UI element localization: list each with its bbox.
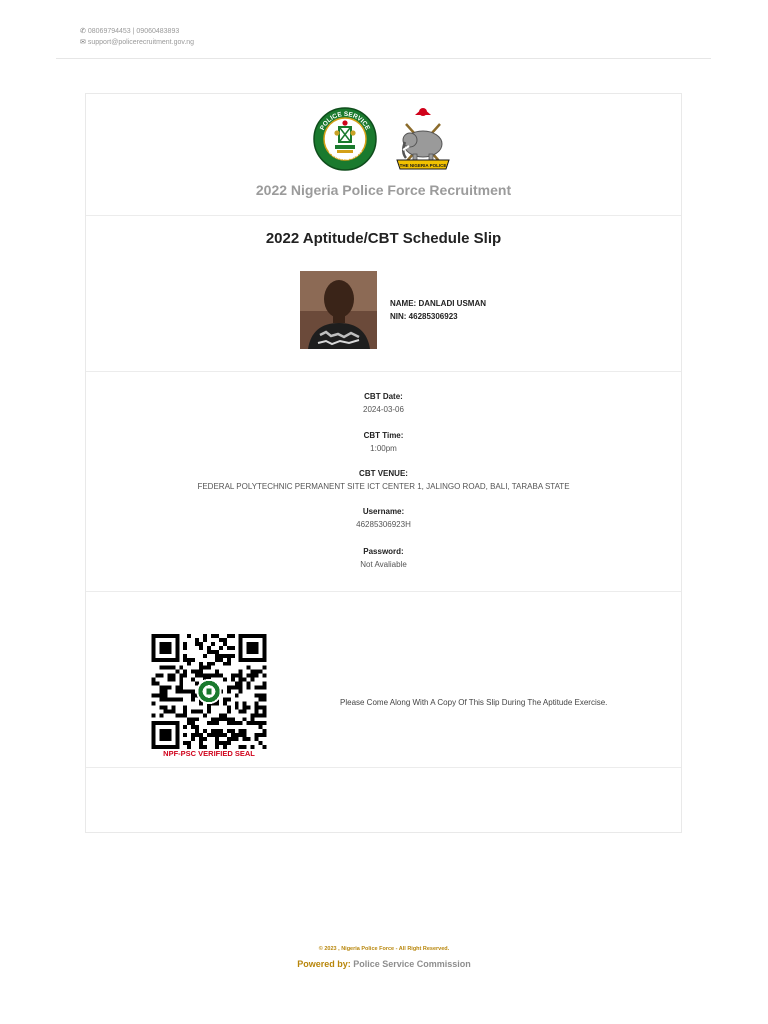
cbt-date-value: 2024-03-06	[363, 405, 404, 414]
powered-by-org[interactable]: Police Service Commission	[353, 959, 471, 969]
password-block	[86, 547, 681, 569]
cbt-venue-value: FEDERAL POLYTECHNIC PERMANENT SITE ICT CENTER 1, JALINGO ROAD, BALI, TARABA STATE	[197, 482, 570, 491]
cbt-venue-block	[86, 469, 681, 491]
logos	[313, 102, 458, 174]
candidate-name: NAME: DANLADI USMAN	[390, 299, 486, 308]
phone-numbers: 08069794453 | 09060483893	[87, 28, 180, 35]
phone-contact	[80, 27, 179, 37]
page-title: 2022 Nigeria Police Force Recruitment	[255, 182, 512, 198]
schedule-slip-card	[85, 93, 682, 833]
empty-footer-section	[86, 768, 681, 832]
email-contact[interactable]	[80, 38, 194, 48]
qr-code	[150, 634, 268, 749]
copyright-text: © 2023 , Nigeria Police Force - All Right Reserved.	[318, 946, 450, 952]
password-label: Password:	[363, 547, 404, 556]
username-block	[86, 507, 681, 529]
candidate-photo-image	[300, 271, 377, 349]
seal-caption: NPF-PSC VERIFIED SEAL	[163, 749, 255, 758]
candidate-section	[86, 216, 681, 372]
psc-npf-logos	[313, 102, 458, 174]
slip-title: 2022 Aptitude/CBT Schedule Slip	[265, 230, 502, 247]
header-section	[86, 94, 681, 216]
username-value: 46285306923H	[356, 520, 411, 529]
cbt-date-label: CBT Date:	[364, 392, 403, 401]
candidate-photo	[300, 271, 377, 349]
candidate-identity	[390, 297, 486, 323]
envelope-icon: ✉	[80, 39, 86, 46]
psc-logo	[314, 108, 376, 170]
phone-icon: ✆	[80, 28, 86, 35]
psc-ring-bottom-text: COMMISSION	[326, 148, 364, 163]
support-email[interactable]: support@policerecruitment.gov.ng	[87, 39, 195, 46]
cbt-time-block	[86, 431, 681, 453]
verified-seal-qr	[150, 634, 268, 749]
candidate-nin: NIN: 46285306923	[390, 312, 458, 321]
psc-ring-top-text: POLICE SERVICE	[319, 110, 371, 132]
username-label: Username:	[362, 507, 405, 516]
npf-ribbon-text: THE NIGERIA POLICE	[399, 163, 447, 168]
cbt-time-label: CBT Time:	[363, 431, 404, 440]
npf-logo	[397, 108, 449, 169]
slip-notice: Please Come Along With A Copy Of This Slip During The Aptitude Exercise.	[340, 698, 608, 707]
cbt-details-section	[86, 372, 681, 592]
seal-section	[86, 592, 681, 768]
cbt-venue-label: CBT VENUE:	[359, 469, 408, 478]
powered-by-label: Powered by:	[297, 959, 351, 969]
cbt-time-value: 1:00pm	[370, 444, 397, 453]
password-value: Not Avaliable	[360, 560, 407, 569]
powered-by	[0, 959, 768, 969]
cbt-date-block	[86, 392, 681, 414]
top-contact-bar	[56, 0, 711, 59]
